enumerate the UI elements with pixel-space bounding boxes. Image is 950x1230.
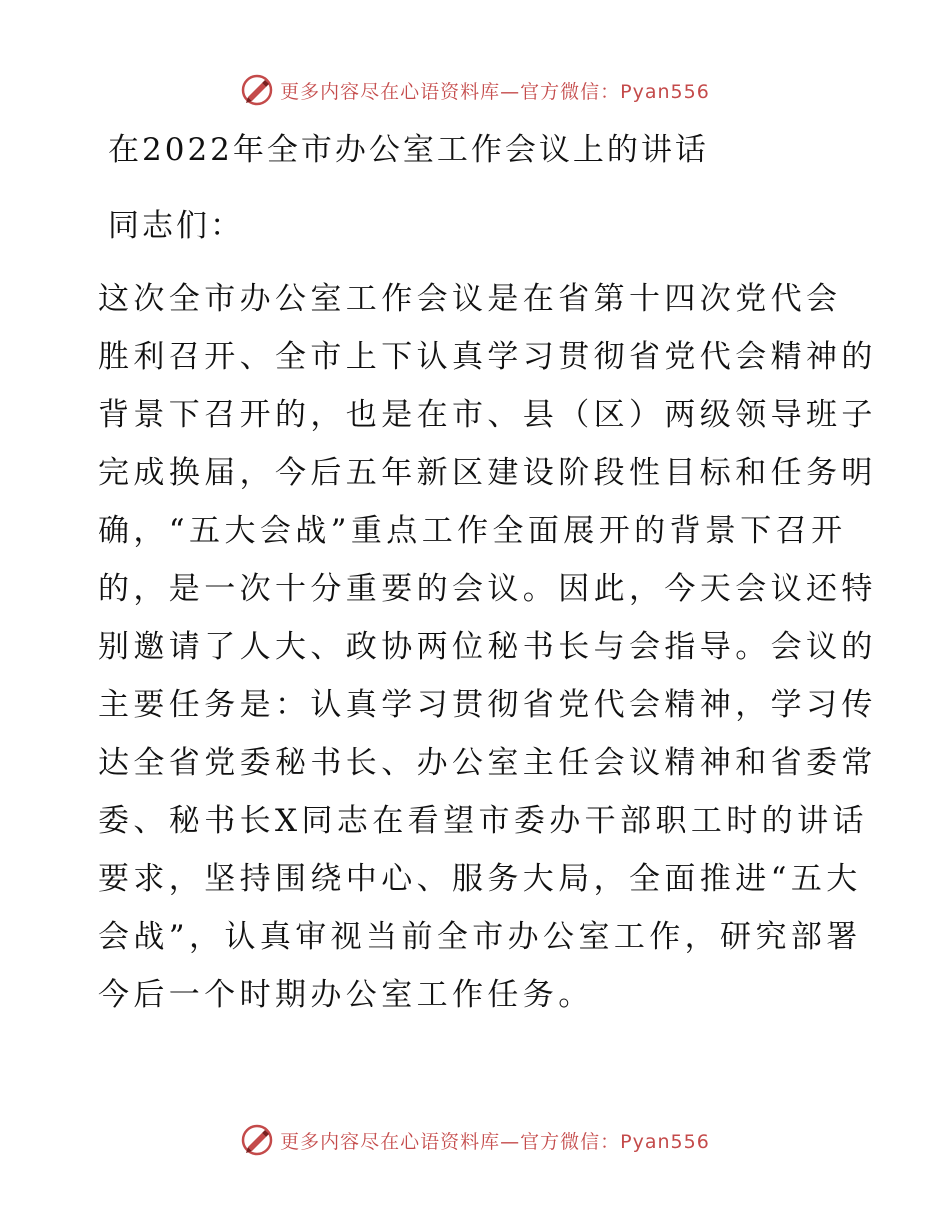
paragraph-line: 委、秘书长X同志在看望市委办干部职工时的讲话: [98, 803, 868, 839]
paragraph-line: 别邀请了人大、政协两位秘书长与会指导。会议的: [98, 629, 877, 665]
watermark-text: 更多内容尽在心语资料库—官方微信：Pyan556: [280, 1130, 710, 1153]
watermark-text: 更多内容尽在心语资料库—官方微信：Pyan556: [280, 80, 710, 103]
paragraph-line: 主要任务是：认真学习贯彻省党代会精神，学习传: [98, 687, 877, 723]
paragraph-line: 完成换届，今后五年新区建设阶段性目标和任务明: [98, 455, 877, 491]
paragraph-line: 确，“五大会战”重点工作全面展开的背景下召开: [98, 513, 847, 549]
paragraph-line: 今后一个时期办公室工作任务。: [98, 977, 594, 1013]
paragraph-line: 的，是一次十分重要的会议。因此，今天会议还特: [98, 571, 877, 607]
paragraph-line: 要求，坚持围绕中心、服务大局，全面推进“五大: [98, 861, 862, 897]
paragraph-line: 达全省党委秘书长、办公室主任会议精神和省委常: [98, 745, 877, 781]
body-paragraph: [98, 270, 877, 1024]
paragraph-line: 胜利召开、全市上下认真学习贯彻省党代会精神的: [98, 339, 877, 375]
footer-watermark: [0, 1118, 950, 1162]
paragraph-line: 背景下召开的，也是在市、县（区）两级领导班子: [98, 397, 877, 433]
pen-logo-icon: [240, 73, 274, 107]
paragraph-line: 会战”，认真审视当前全市办公室工作，研究部署: [98, 919, 862, 955]
paragraph-line: 这次全市办公室工作会议是在省第十四次党代会: [98, 281, 842, 317]
document-title: 在2022年全市办公室工作会议上的讲话: [108, 132, 709, 168]
greeting: 同志们：: [108, 208, 244, 244]
header-watermark: [0, 68, 950, 112]
pen-logo-icon: [240, 1123, 274, 1157]
